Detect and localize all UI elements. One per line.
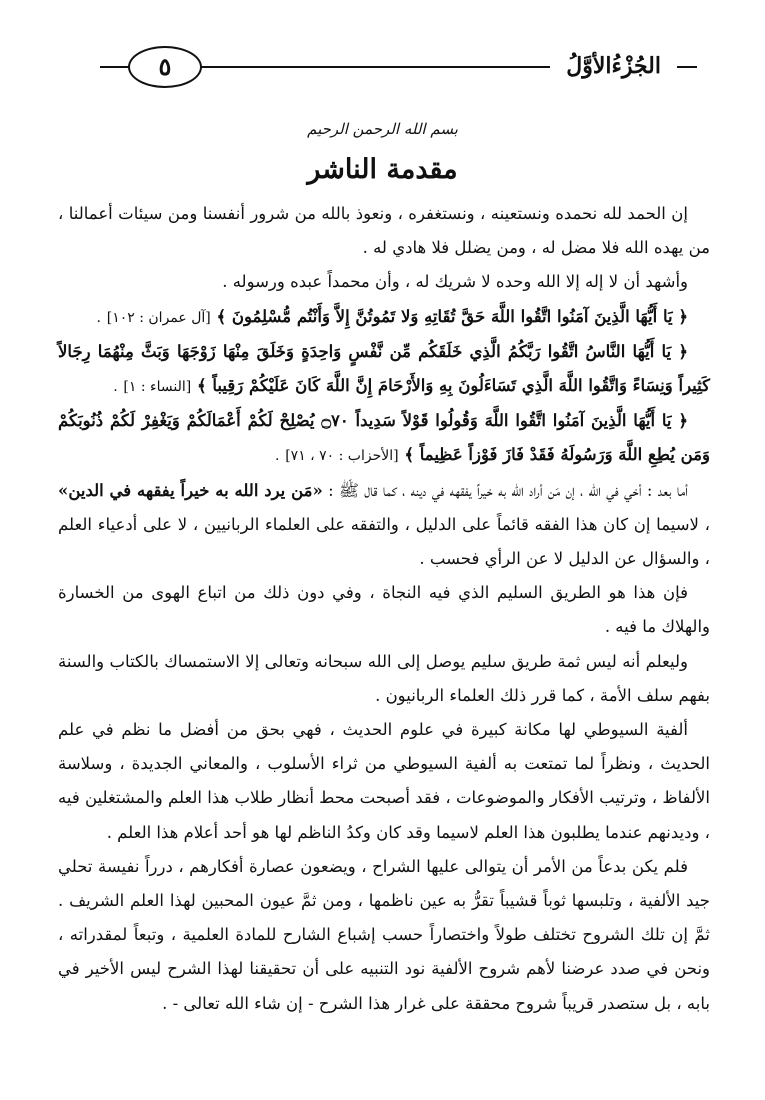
paragraph xyxy=(58,474,710,577)
verse-reference: [النساء : ١] xyxy=(123,379,192,396)
quran-verse xyxy=(58,404,710,473)
paragraph xyxy=(58,850,710,1021)
hadith-quote: «مَن يرد الله به خيراً يفقهه في الدين» xyxy=(58,480,323,500)
paragraph xyxy=(58,265,710,299)
basmala-ornament: بسم الله الرحمن الرحيم xyxy=(307,120,458,138)
verse-reference: [آل عمران : ١٠٢] xyxy=(106,309,211,326)
section-title: مقدمة الناشر xyxy=(307,154,458,185)
verse-text: ﴿ يَا أَيُّهَا الَّذِينَ آمَنُوا اتَّقُوا اللَّهَ وَقُولُوا قَوْلاً سَدِيداً ۝٧٠ يُصْلِحْ لَكُمْ أَعْمَالَكُمْ وَيَغْفِرْ لَكُمْ ذُنُوبَكُمْ وَمَن يُطِعِ اللَّهَ وَرَسُولَهُ فَقَدْ فَازَ فَوْزاً عَظِيماً ﴾ xyxy=(58,411,710,465)
verse-tail: . xyxy=(96,309,101,326)
paragraph-text: إن الحمد لله نحمده ونستعينه ، ونستغفره ، ونعوذ بالله من شرور أنفسنا ومن سيئات أعمالنا ، من يهده الله فلا مضل له ، ومن يضلل فلا هادي له . xyxy=(58,204,710,258)
paragraph xyxy=(58,576,710,644)
paragraph-text: ، لاسيما إن كان هذا الفقه قائماً على الدليل ، والتفقه على العلماء الربانيين ، لا على أدعياء العلم ، والسؤال عن الدليل لا عن الرأي فحسب . xyxy=(58,514,710,569)
paragraph-lead: أما بعد : أخي في الله ، إن مَن أراد الله به خيراً يفقهه في دينه ، كما قال ﷺ : xyxy=(322,480,688,500)
quran-verse xyxy=(58,335,710,404)
header-rule-left xyxy=(100,66,130,68)
paragraph-text: فلم يكن بدعاً من الأمر أن يتوالى عليها الشراح ، ويضعون عصارة أفكارهم ، درراً نفيسة تحلي جيد الألفية ، وتلبسها ثوباً قشيباً تقرُّ به عين ناظمها ، ومن ثمَّ عيون المحبين لهذا العلم الشريف . ثمَّ إن تلك الشروح تختلف طولاً واختصاراً حسب إشباع الشارح للمادة العلمية ، وتبعاً لمقدراته ، ونحن في صدد عرضنا لأهم شروح الألفية نود التنبيه على أن تحقيقنا لهذا الشرح ليس الأخير في بابه ، بل ستصدر قريباً شروح محققة على غرار هذا الشرح - إن شاء الله تعالى - . xyxy=(58,856,710,1013)
paragraph-text: وأشهد أن لا إله إلا الله وحده لا شريك له ، وأن محمداً عبده ورسوله . xyxy=(222,272,688,292)
paragraph-text: وليعلم أنه ليس ثمة طريق سليم يوصل إلى الله سبحانه وتعالى إلا الاستمساك بالكتاب والسنة بفهم سلف الأمة ، كما قرر ذلك العلماء الربانيون . xyxy=(58,651,710,705)
paragraph xyxy=(58,713,710,850)
running-header xyxy=(100,46,697,88)
paragraph-text: فإن هذا هو الطريق السليم الذي فيه النجاة ، وفي دون ذلك من اتباع الهوى من الخسارة والهلاك ما فيه . xyxy=(58,583,710,637)
paragraph-text: ألفية السيوطي لها مكانة كبيرة في علوم الحديث ، فهي بحق من أفضل ما نظم في علم الحديث ، ونظراً لما تمتعت به ألفية السيوطي من ثراء الأسلوب ، والمعاني الجديدة ، وسلاسة الألفاظ ، وترتيب الأفكار والموضوعات ، فقد أصبحت محط أنظار طلاب هذا العلم والمشتغلين فيه ، وديدنهم عندما يطلبون هذا العلم لاسيما وقد كان وكدُ الناظم لها هو أحد أعلام هذا العلم . xyxy=(58,720,710,842)
body-text xyxy=(58,197,710,1021)
verse-tail: . xyxy=(275,448,280,465)
verse-reference: [الأحزاب : ٧٠ ، ٧١] xyxy=(285,448,399,465)
verse-tail: . xyxy=(113,379,118,396)
paragraph xyxy=(58,197,710,265)
verse-text: ﴿ يَا أَيُّهَا النَّاسُ اتَّقُوا رَبَّكُمُ الَّذِي خَلَقَكُم مِّن نَّفْسٍ وَاحِدَةٍ وَخَلَقَ مِنْهَا زَوْجَهَا وَبَثَّ مِنْهُمَا رِجَالاً كَثِيراً وَنِسَاءً وَاتَّقُوا اللَّهَ الَّذِي تَسَاءَلُونَ بِهِ وَالأَرْحَامَ إِنَّ اللَّهَ كَانَ عَلَيْكُمْ رَقِيباً ﴾ xyxy=(58,341,710,396)
volume-title: الجُزْءُالأوَّلُ xyxy=(550,48,677,84)
paragraph xyxy=(58,645,710,713)
verse-text: ﴿ يَا أَيُّهَا الَّذِينَ آمَنُوا اتَّقُوا اللَّهَ حَقَّ تُقَاتِهِ وَلا تَمُوتُنَّ إِلاَّ وَأَنْتُم مُّسْلِمُونَ ﴾ xyxy=(216,306,688,326)
page-number-badge: ٥ xyxy=(128,46,202,88)
quran-verse xyxy=(58,300,710,335)
